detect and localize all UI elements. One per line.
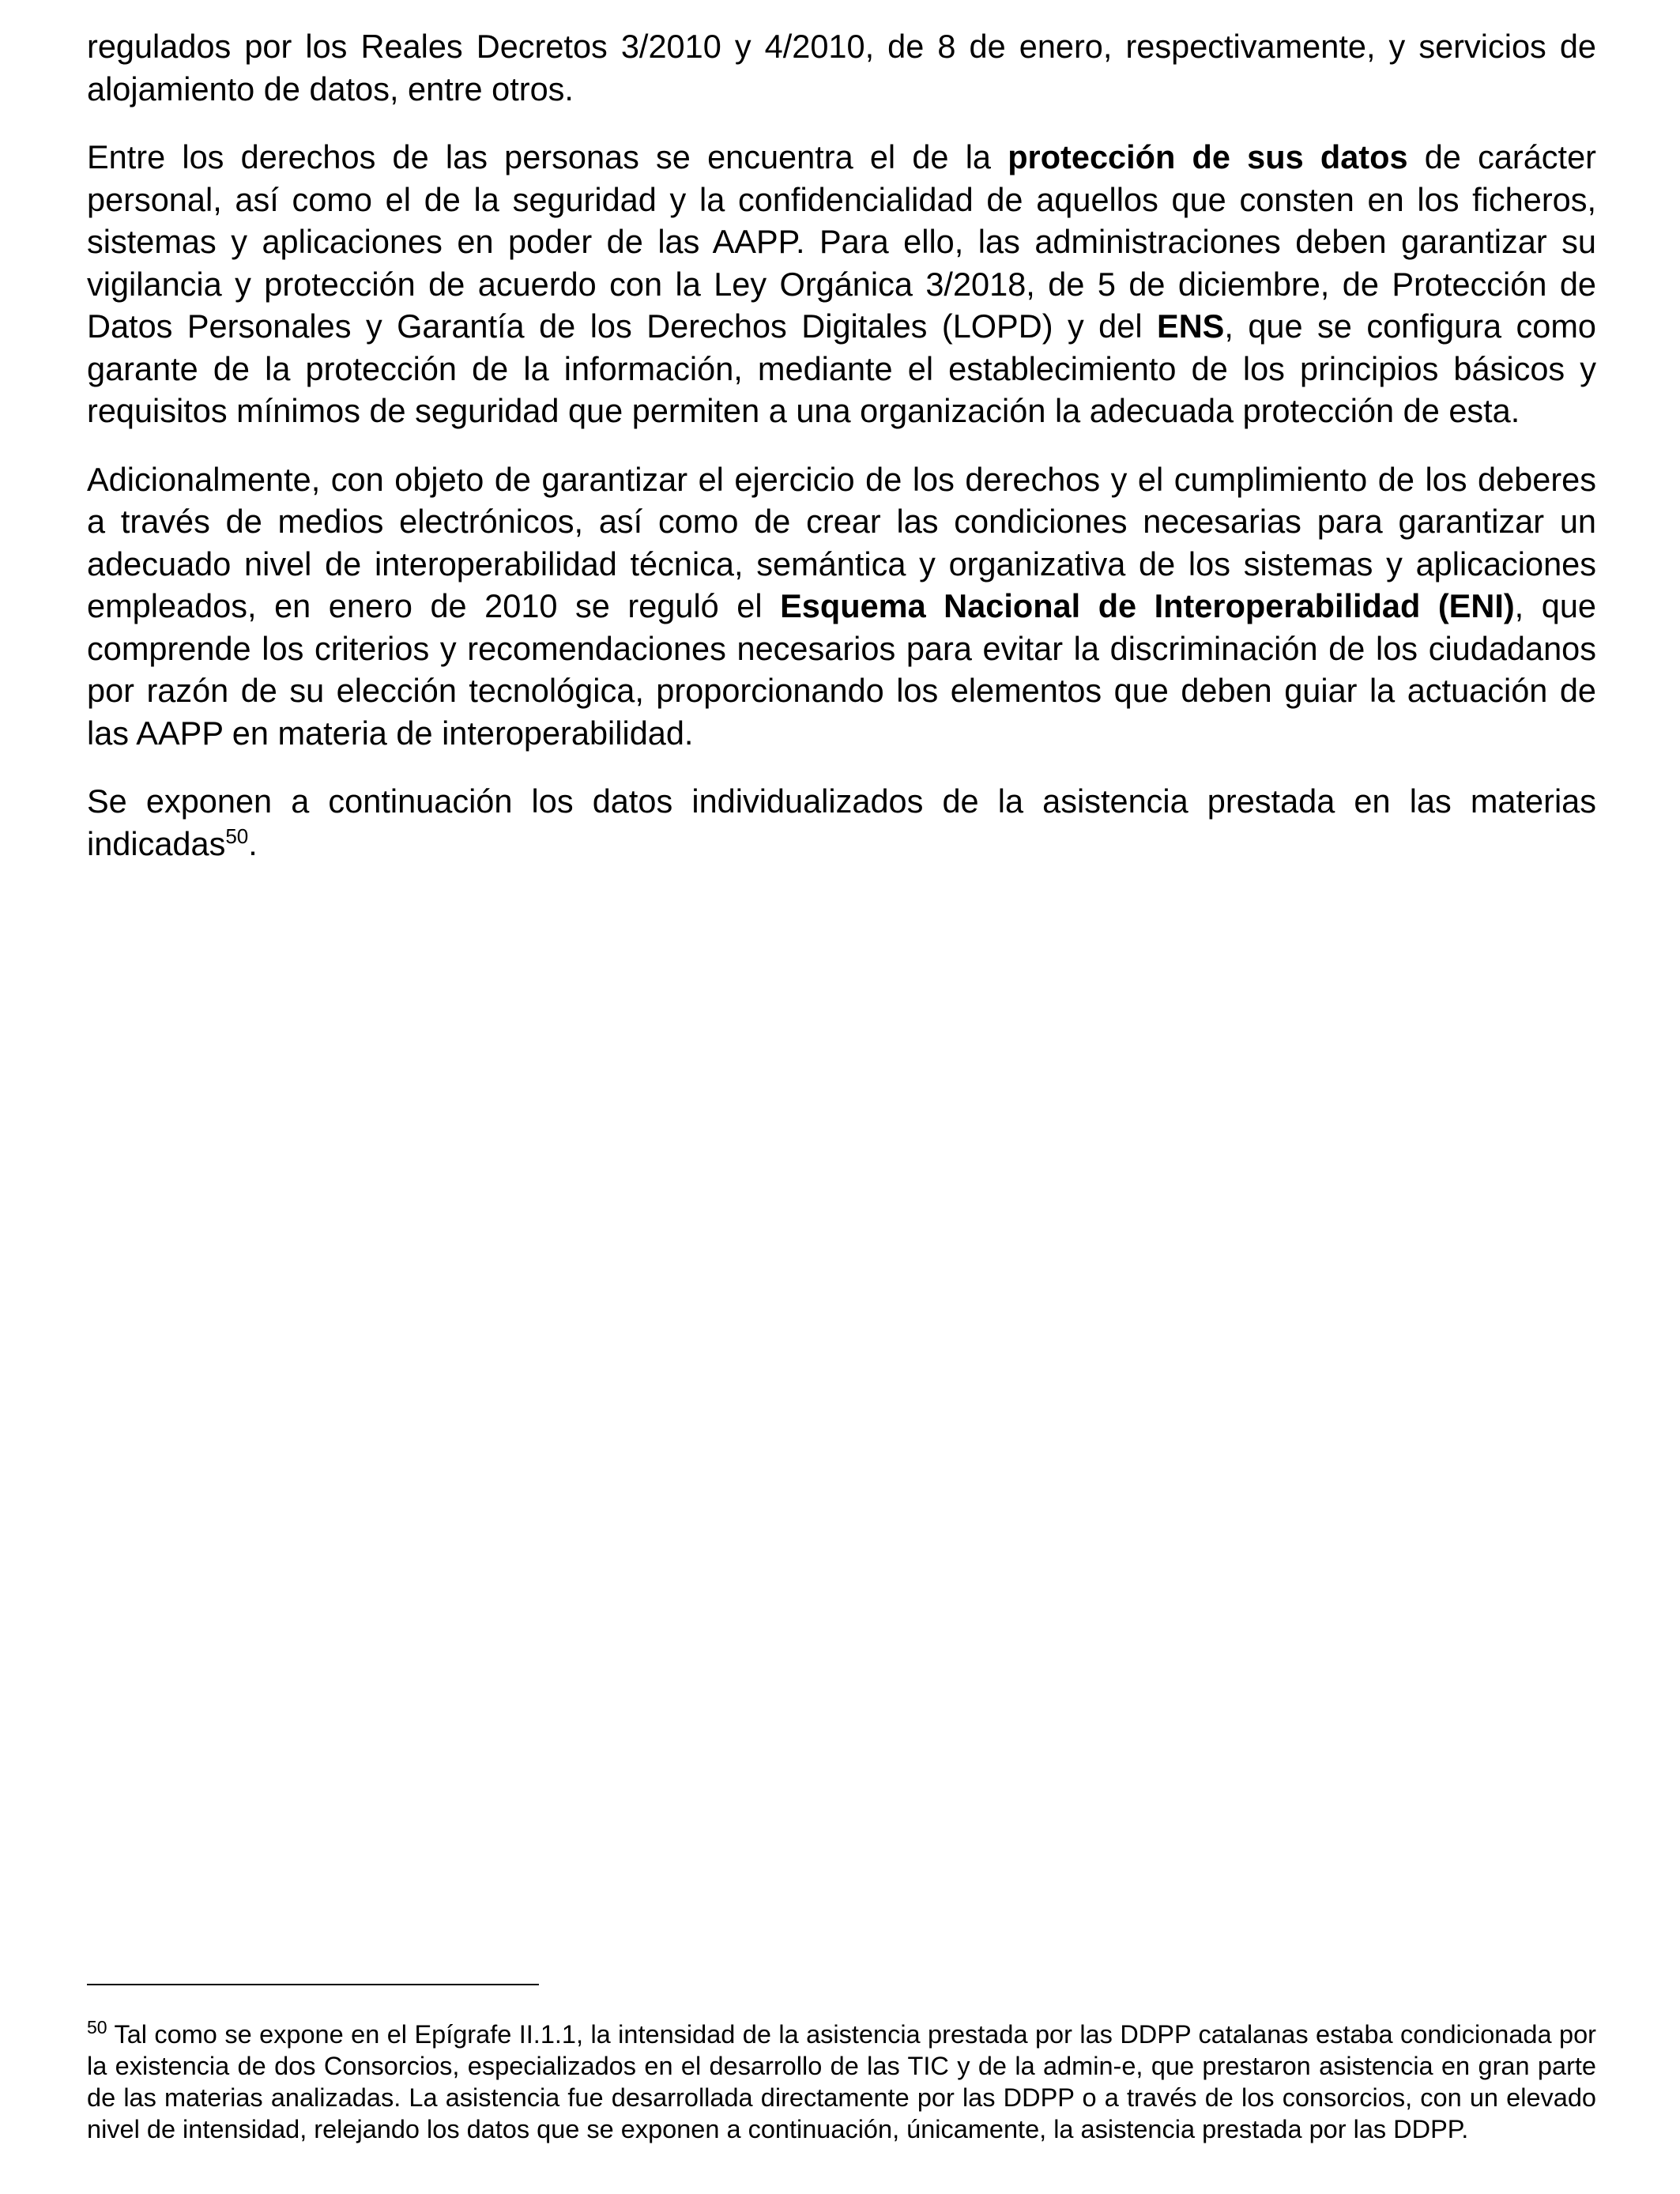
paragraph-text: , que comprende los criterios y recomendaciones necesarios para evitar la discriminación de los ciudadanos por razón de su elección tecnológica, proporcionando los elementos que deben guiar la actuación de las AAPP en materia de interoperabilidad. [87, 587, 1596, 752]
footnote-text: Tal como se expone en el Epígrafe II.1.1, la intensidad de la asistencia prestada por las DDPP catalanas estaba condicionada por la existencia de dos Consorcios, especializados en el desarrollo de las TIC y de la admin-e, que prestaron asistencia en gran parte de las materias analizadas. La asistencia fue desarrollada directamente por las DDPP o a través de los consorcios, con un elevado nivel de intensidad, relejando los datos que se exponen a continuación, únicamente, la asistencia prestada por las DDPP. [87, 2020, 1596, 2143]
footnote-separator [87, 1984, 539, 1985]
paragraph-text: Se exponen a continuación los datos individualizados de la asistencia prestada en las materias indicadas [87, 782, 1596, 862]
paragraph-text: Entre los derechos de las personas se encuentra el de la [87, 138, 1008, 175]
paragraph-1 [87, 25, 1596, 110]
paragraph-4 [87, 780, 1596, 865]
paragraph-text: Adicionalmente, con objeto de garantizar el ejercicio de los derechos y el cumplimiento de los deberes a través de medios electrónicos, así como de crear las condiciones necesarias para garantizar un adecuado nivel de interoperabilidad técnica, semántica y organizativa de los sistemas y aplicaciones empleados, en enero de 2010 se reguló el [87, 460, 1596, 624]
paragraph-text: . [248, 824, 258, 862]
bold-term-eni: Esquema Nacional de Interoperabilidad (ENI) [780, 587, 1515, 624]
paragraph-2 [87, 136, 1596, 432]
paragraph-text: regulados por los Reales Decretos 3/2010 y 4/2010, de 8 de enero, respectivamente, y servicios de alojamiento de datos, entre otros. [87, 28, 1596, 107]
footnote [87, 2019, 1596, 2145]
bold-term-proteccion-datos: protección de sus datos [1008, 138, 1408, 175]
bold-term-ens: ENS [1157, 307, 1225, 345]
paragraph-text: de carácter personal, así como el de la seguridad y la confidencialidad de aquellos que consten en los ficheros, sistemas y aplicaciones en poder de las AAPP. Para ello, las administraciones deben garantizar su vigilancia y protección de acuerdo con la Ley Orgánica 3/2018, de 5 de diciembre, de Protección de Datos Personales y Garantía de los Derechos Digitales (LOPD) y del [87, 138, 1596, 345]
paragraph-text: , que se configura como garante de la protección de la información, mediante el establecimiento de los principios básicos y requisitos mínimos de seguridad que permiten a una organización la adecuada protección de esta. [87, 307, 1596, 429]
footnote-number: 50 [87, 2017, 107, 2038]
footnote-reference[interactable]: 50 [225, 824, 249, 848]
paragraph-3 [87, 458, 1596, 755]
document-body [87, 25, 1596, 891]
